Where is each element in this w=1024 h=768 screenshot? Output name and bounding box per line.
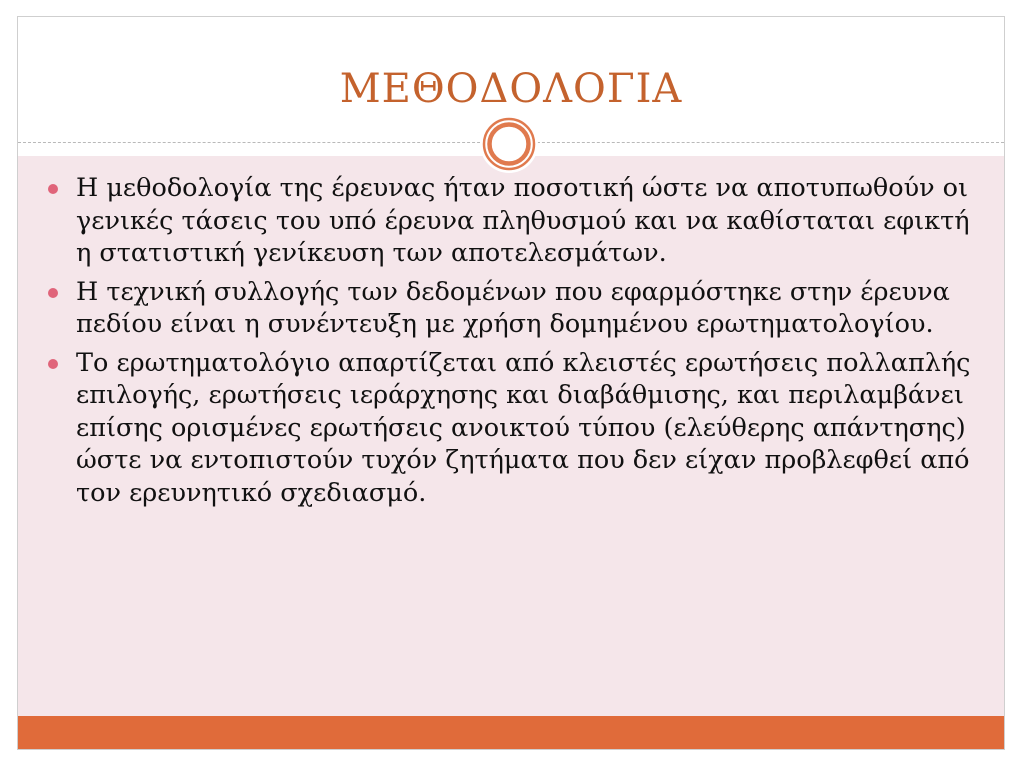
bullet-text: Το ερωτηματολόγιο απαρτίζεται από κλειστές ερωτήσεις πολλαπλής επιλογής, ερωτήσεις ιεράρχησης και διαβάθμισης, και περιλαμβάνει επίσης ορισμένες ερωτήσεις ανοικτού τύπου (ελεύθερης απάντησης) ώστε να εντοπιστούν τυχόν ζητήματα που δεν είχαν προβλεφθεί από τον ερευνητικό σχεδιασμό. (76, 347, 971, 508)
bullet-text: Η μεθοδολογία της έρευνας ήταν ποσοτική ώστε να αποτυπωθούν οι γενικές τάσεις του υπό έρευνα πληθυσμού και να καθίσταται εφικτή η στατιστική γενίκευση των αποτελεσμάτων. (76, 173, 970, 268)
footer-bar (18, 716, 1004, 749)
circle-ornament-icon (480, 115, 538, 173)
bullet-item (44, 347, 984, 510)
bullet-list (44, 172, 984, 515)
bullet-icon (48, 359, 58, 369)
bullet-item (44, 276, 984, 341)
slide-title: ΜΕΘΟΔΟΛΟΓΙΑ (339, 66, 683, 112)
bullet-text: Η τεχνική συλλογής των δεδομένων που εφαρμόστηκε στην έρευνα πεδίου είναι η συνέντευξη με χρήση δομημένου ερωτηματολογίου. (76, 276, 950, 339)
bullet-icon (48, 184, 58, 194)
bullet-icon (48, 288, 58, 298)
bullet-item (44, 172, 984, 270)
